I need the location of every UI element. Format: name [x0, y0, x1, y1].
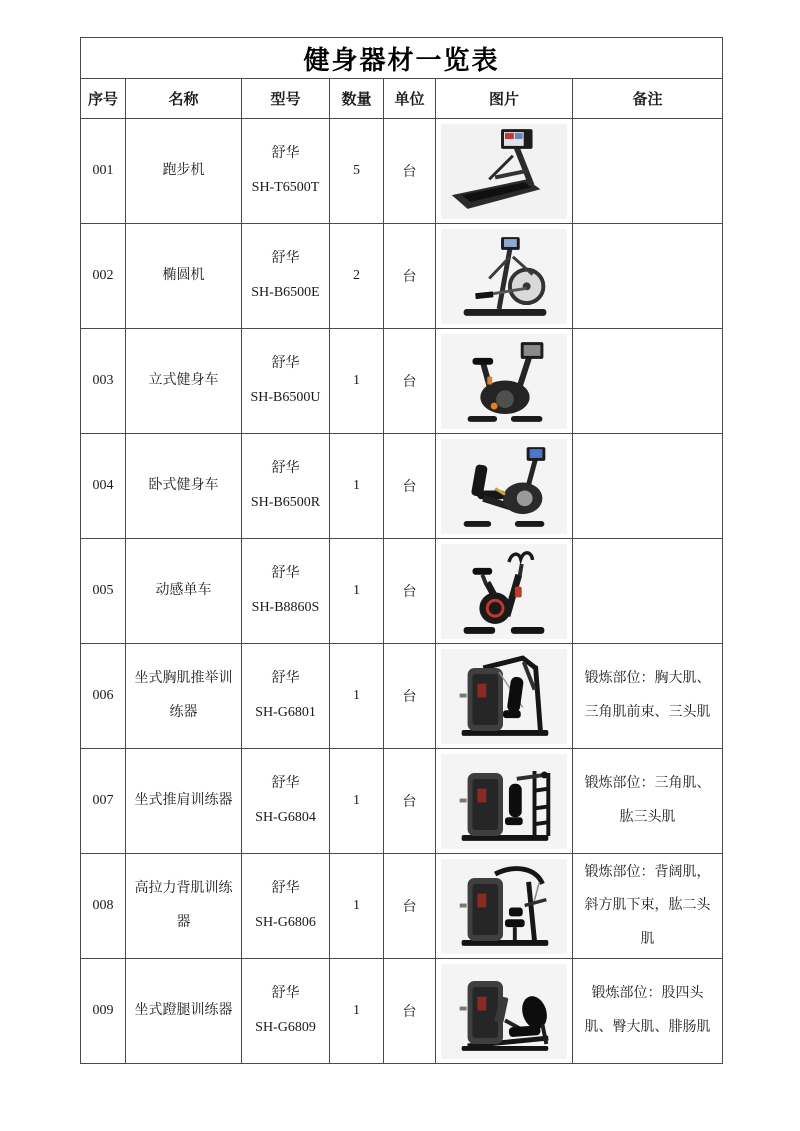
cell-unit: 台 [384, 329, 436, 434]
cell-unit: 台 [384, 959, 436, 1064]
cell-picture [436, 854, 573, 959]
model-text: SH-G6809 [255, 1020, 316, 1035]
column-header-name: 名称 [126, 79, 242, 119]
cell-no: 001 [81, 119, 126, 224]
cell-unit: 台 [384, 224, 436, 329]
cell-picture [436, 539, 573, 644]
cell-name: 动感单车 [126, 539, 242, 644]
brand-text: 舒华 [271, 566, 300, 582]
brand-text: 舒华 [271, 986, 300, 1002]
model-text: SH-B6500U [250, 390, 321, 405]
model-text: SH-G6801 [255, 705, 316, 720]
cell-name: 跑步机 [126, 119, 242, 224]
lat-pulldown-machine-image [440, 858, 568, 955]
cell-unit: 台 [384, 119, 436, 224]
cell-no: 004 [81, 434, 126, 539]
cell-picture [436, 959, 573, 1064]
cell-model [242, 539, 330, 644]
spin-bike-image [440, 543, 568, 640]
column-header-unit: 单位 [384, 79, 436, 119]
cell-unit: 台 [384, 644, 436, 749]
table-row [81, 434, 723, 539]
cell-picture [436, 434, 573, 539]
header-row [81, 79, 723, 119]
table-row [81, 224, 723, 329]
column-header-remark: 备注 [573, 79, 723, 119]
cell-no: 005 [81, 539, 126, 644]
shoulder-press-machine-image [440, 753, 568, 850]
model-text: SH-G6804 [255, 810, 316, 825]
cell-qty: 1 [330, 854, 384, 959]
recumbent-bike-image [440, 438, 568, 535]
brand-text: 舒华 [271, 776, 300, 792]
cell-unit: 台 [384, 749, 436, 854]
cell-model [242, 854, 330, 959]
cell-no: 009 [81, 959, 126, 1064]
brand-text: 舒华 [271, 146, 300, 162]
model-text: SH-B6500R [250, 495, 321, 510]
leg-press-machine-image [440, 963, 568, 1060]
cell-picture [436, 749, 573, 854]
cell-name: 椭圆机 [126, 224, 242, 329]
cell-model [242, 329, 330, 434]
table-row [81, 959, 723, 1064]
table-row [81, 329, 723, 434]
cell-no: 003 [81, 329, 126, 434]
brand-text: 舒华 [271, 356, 300, 372]
cell-remark [573, 539, 723, 644]
cell-model [242, 224, 330, 329]
page-title: 健身器材一览表 [81, 38, 723, 79]
cell-qty: 1 [330, 959, 384, 1064]
cell-name: 坐式蹬腿训练器 [126, 959, 242, 1064]
model-text: SH-G6806 [255, 915, 316, 930]
cell-unit: 台 [384, 854, 436, 959]
cell-remark: 锻炼部位：背阔肌，斜方肌下束，肱二头肌 [573, 854, 723, 959]
cell-name: 卧式健身车 [126, 434, 242, 539]
cell-qty: 1 [330, 329, 384, 434]
table-row [81, 749, 723, 854]
brand-text: 舒华 [271, 251, 300, 267]
cell-picture [436, 644, 573, 749]
cell-picture [436, 224, 573, 329]
brand-text: 舒华 [271, 671, 300, 687]
cell-remark [573, 434, 723, 539]
cell-name: 高拉力背肌训练器 [126, 854, 242, 959]
model-text: SH-T6500T [251, 180, 320, 195]
cell-qty: 5 [330, 119, 384, 224]
cell-name: 坐式推肩训练器 [126, 749, 242, 854]
cell-model [242, 959, 330, 1064]
cell-qty: 1 [330, 434, 384, 539]
column-header-picture: 图片 [436, 79, 573, 119]
cell-no: 008 [81, 854, 126, 959]
cell-no: 006 [81, 644, 126, 749]
cell-picture [436, 329, 573, 434]
cell-qty: 1 [330, 749, 384, 854]
equipment-table [80, 37, 723, 1064]
cell-remark [573, 224, 723, 329]
column-header-model: 型号 [242, 79, 330, 119]
cell-model [242, 749, 330, 854]
upright-bike-image [440, 333, 568, 430]
cell-picture [436, 119, 573, 224]
cell-unit: 台 [384, 434, 436, 539]
chest-press-machine-image [440, 648, 568, 745]
cell-name: 立式健身车 [126, 329, 242, 434]
cell-qty: 1 [330, 644, 384, 749]
table-row [81, 644, 723, 749]
brand-text: 舒华 [271, 881, 300, 897]
brand-text: 舒华 [271, 461, 300, 477]
cell-remark: 锻炼部位：股四头肌、臀大肌、腓肠肌 [573, 959, 723, 1064]
cell-no: 002 [81, 224, 126, 329]
cell-remark [573, 119, 723, 224]
title-row [81, 38, 723, 79]
model-text: SH-B6500E [251, 285, 320, 300]
cell-remark: 锻炼部位：胸大肌、三角肌前束、三头肌 [573, 644, 723, 749]
cell-model [242, 434, 330, 539]
cell-remark: 锻炼部位：三角肌、肱三头肌 [573, 749, 723, 854]
cell-qty: 1 [330, 539, 384, 644]
cell-no: 007 [81, 749, 126, 854]
table-row [81, 539, 723, 644]
treadmill-image [440, 123, 568, 220]
cell-remark [573, 329, 723, 434]
cell-model [242, 644, 330, 749]
table-row [81, 119, 723, 224]
cell-name: 坐式胸肌推举训练器 [126, 644, 242, 749]
cell-unit: 台 [384, 539, 436, 644]
table-row [81, 854, 723, 959]
model-text: SH-B8860S [251, 600, 320, 615]
cell-model [242, 119, 330, 224]
cell-qty: 2 [330, 224, 384, 329]
elliptical-image [440, 228, 568, 325]
column-header-no: 序号 [81, 79, 126, 119]
column-header-qty: 数量 [330, 79, 384, 119]
